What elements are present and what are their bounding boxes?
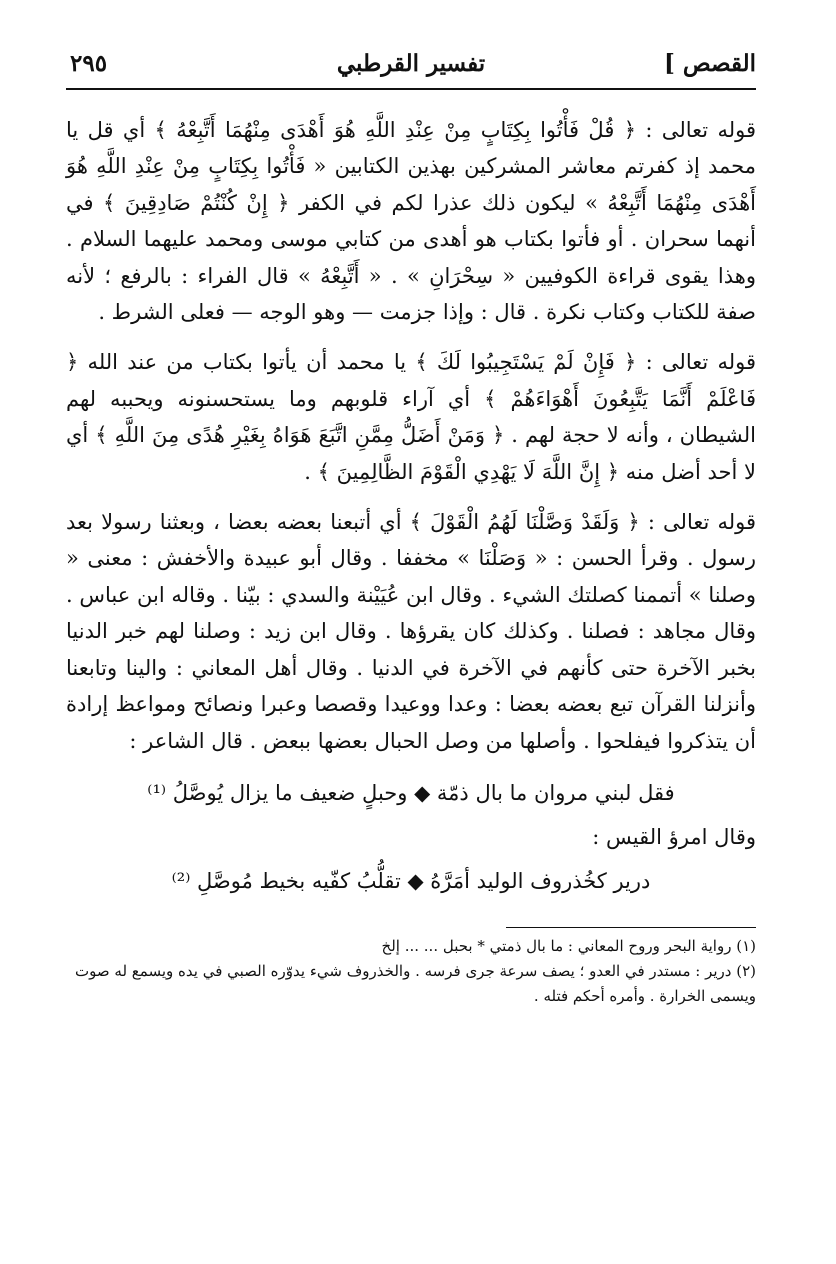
book-title: تفسير القرطبي [336, 50, 486, 77]
footnote-2: (٢) درير : مستدر في العدو ؛ يصف سرعة جرى فرسه . والخذروف شيء يدوّره الصبي في يده ويسمع له صوت ويسمى الخرارة . وأمره أحكم فتله . [75, 962, 756, 1006]
footnote-divider [506, 927, 756, 928]
paragraph-1: قوله تعالى : ﴿ قُلْ فَأْتُوا بِكِتَابٍ مِنْ عِنْدِ اللَّهِ هُوَ أَهْدَى مِنْهُمَا أَتَّبِعْهُ ﴾ أي قل يا محمد إذ كفرتم معاشر المشركين بهذين الكتابين « فَأْتُوا بِكِتَابٍ مِنْ عِنْدِ اللَّهِ هُوَ أَهْدَى مِنْهُمَا أَتَّبِعْهُ » ليكون ذلك عذرا لكم في الكفر ﴿ إِنْ كُنْتُمْ صَادِقِينَ ﴾ في أنهما سحران . أو فأتوا بكتاب هو أهدى من كتابي موسى ومحمد عليهما السلام . وهذا يقوى قراءة الكوفيين « سِحْرَانِ » . « أَتَّبِعْهُ » قال الفراء : بالرفع ؛ لأنه صفة للكتاب وكتاب نكرة . قال : وإذا جزمت — وهو الوجه — فعلى الشرط . [66, 118, 756, 325]
poet-intro: وقال امرؤ القيس : [592, 824, 756, 849]
footnote-1: (١) رواية البحر وروح المعاني : ما بال ذمتي * بحبل ... ... إلخ [381, 937, 756, 956]
paragraph-3: قوله تعالى : ﴿ وَلَقَدْ وَصَّلْنَا لَهُمُ الْقَوْلَ ﴾ أي أتبعنا بعضه بعضا ، وبعثنا رسولا بعد رسول . وقرأ الحسن : « وَصَلْنَا » مخففا . وقال أبو عبيدة والأخفش : معنى « وصلنا » أتممنا كصلتك الشيء . وقال ابن عُيَيْنة والسدي : بيّنا . وقاله ابن عباس . وقال مجاهد : فصلنا . وكذلك كان يقرؤها . وقال ابن زيد : وصلنا لهم خبر الدنيا بخبر الآخرة حتى كأنهم في الآخرة في الدنيا . وقال أهل المعاني : والينا وتابعنا وأنزلنا القرآن تبع بعضه بعضا : وعدا ووعيدا وقصصا وعبرا ونصائح ومواعظ إرادة أن يتذكروا فيفلحوا . وأصلها من وصل الحبال بعضها ببعض . قال الشاعر : [66, 510, 756, 753]
footnotes [66, 934, 756, 1009]
book-page [66, 40, 756, 1009]
page-number: ٢٩٥ [70, 50, 108, 77]
poetry-verse-2: درير كخُذروف الوليد أمَرَّهُ ◆ تقلُّبُ كفّيه بخيط مُوصَّلِ ⁽²⁾ [171, 869, 651, 894]
page-header [66, 40, 756, 90]
poetry-verse-1: فقل لبني مروان ما بال ذمّة ◆ وحبلٍ ضعيف ما يزال يُوصَّلُ ⁽¹⁾ [147, 780, 675, 805]
page-body [66, 112, 756, 901]
paragraph-2: قوله تعالى : ﴿ فَإِنْ لَمْ يَسْتَجِيبُوا لَكَ ﴾ يا محمد أن يأتوا بكتاب من عند الله ﴿ فَاعْلَمْ أَنَّمَا يَتَّبِعُونَ أَهْوَاءَهُمْ ﴾ أي آراء قلوبهم وما يستحسنونه ويحببه لهم الشيطان ، وأنه لا حجة لهم . ﴿ وَمَنْ أَضَلُّ مِمَّنِ اتَّبَعَ هَوَاهُ بِغَيْرِ هُدًى مِنَ اللَّهِ ﴾ أي لا أحد أضل منه ﴿ إِنَّ اللَّهَ لَا يَهْدِي الْقَوْمَ الظَّالِمِينَ ﴾ . [66, 350, 756, 484]
surah-name: القصص ] [663, 50, 756, 77]
